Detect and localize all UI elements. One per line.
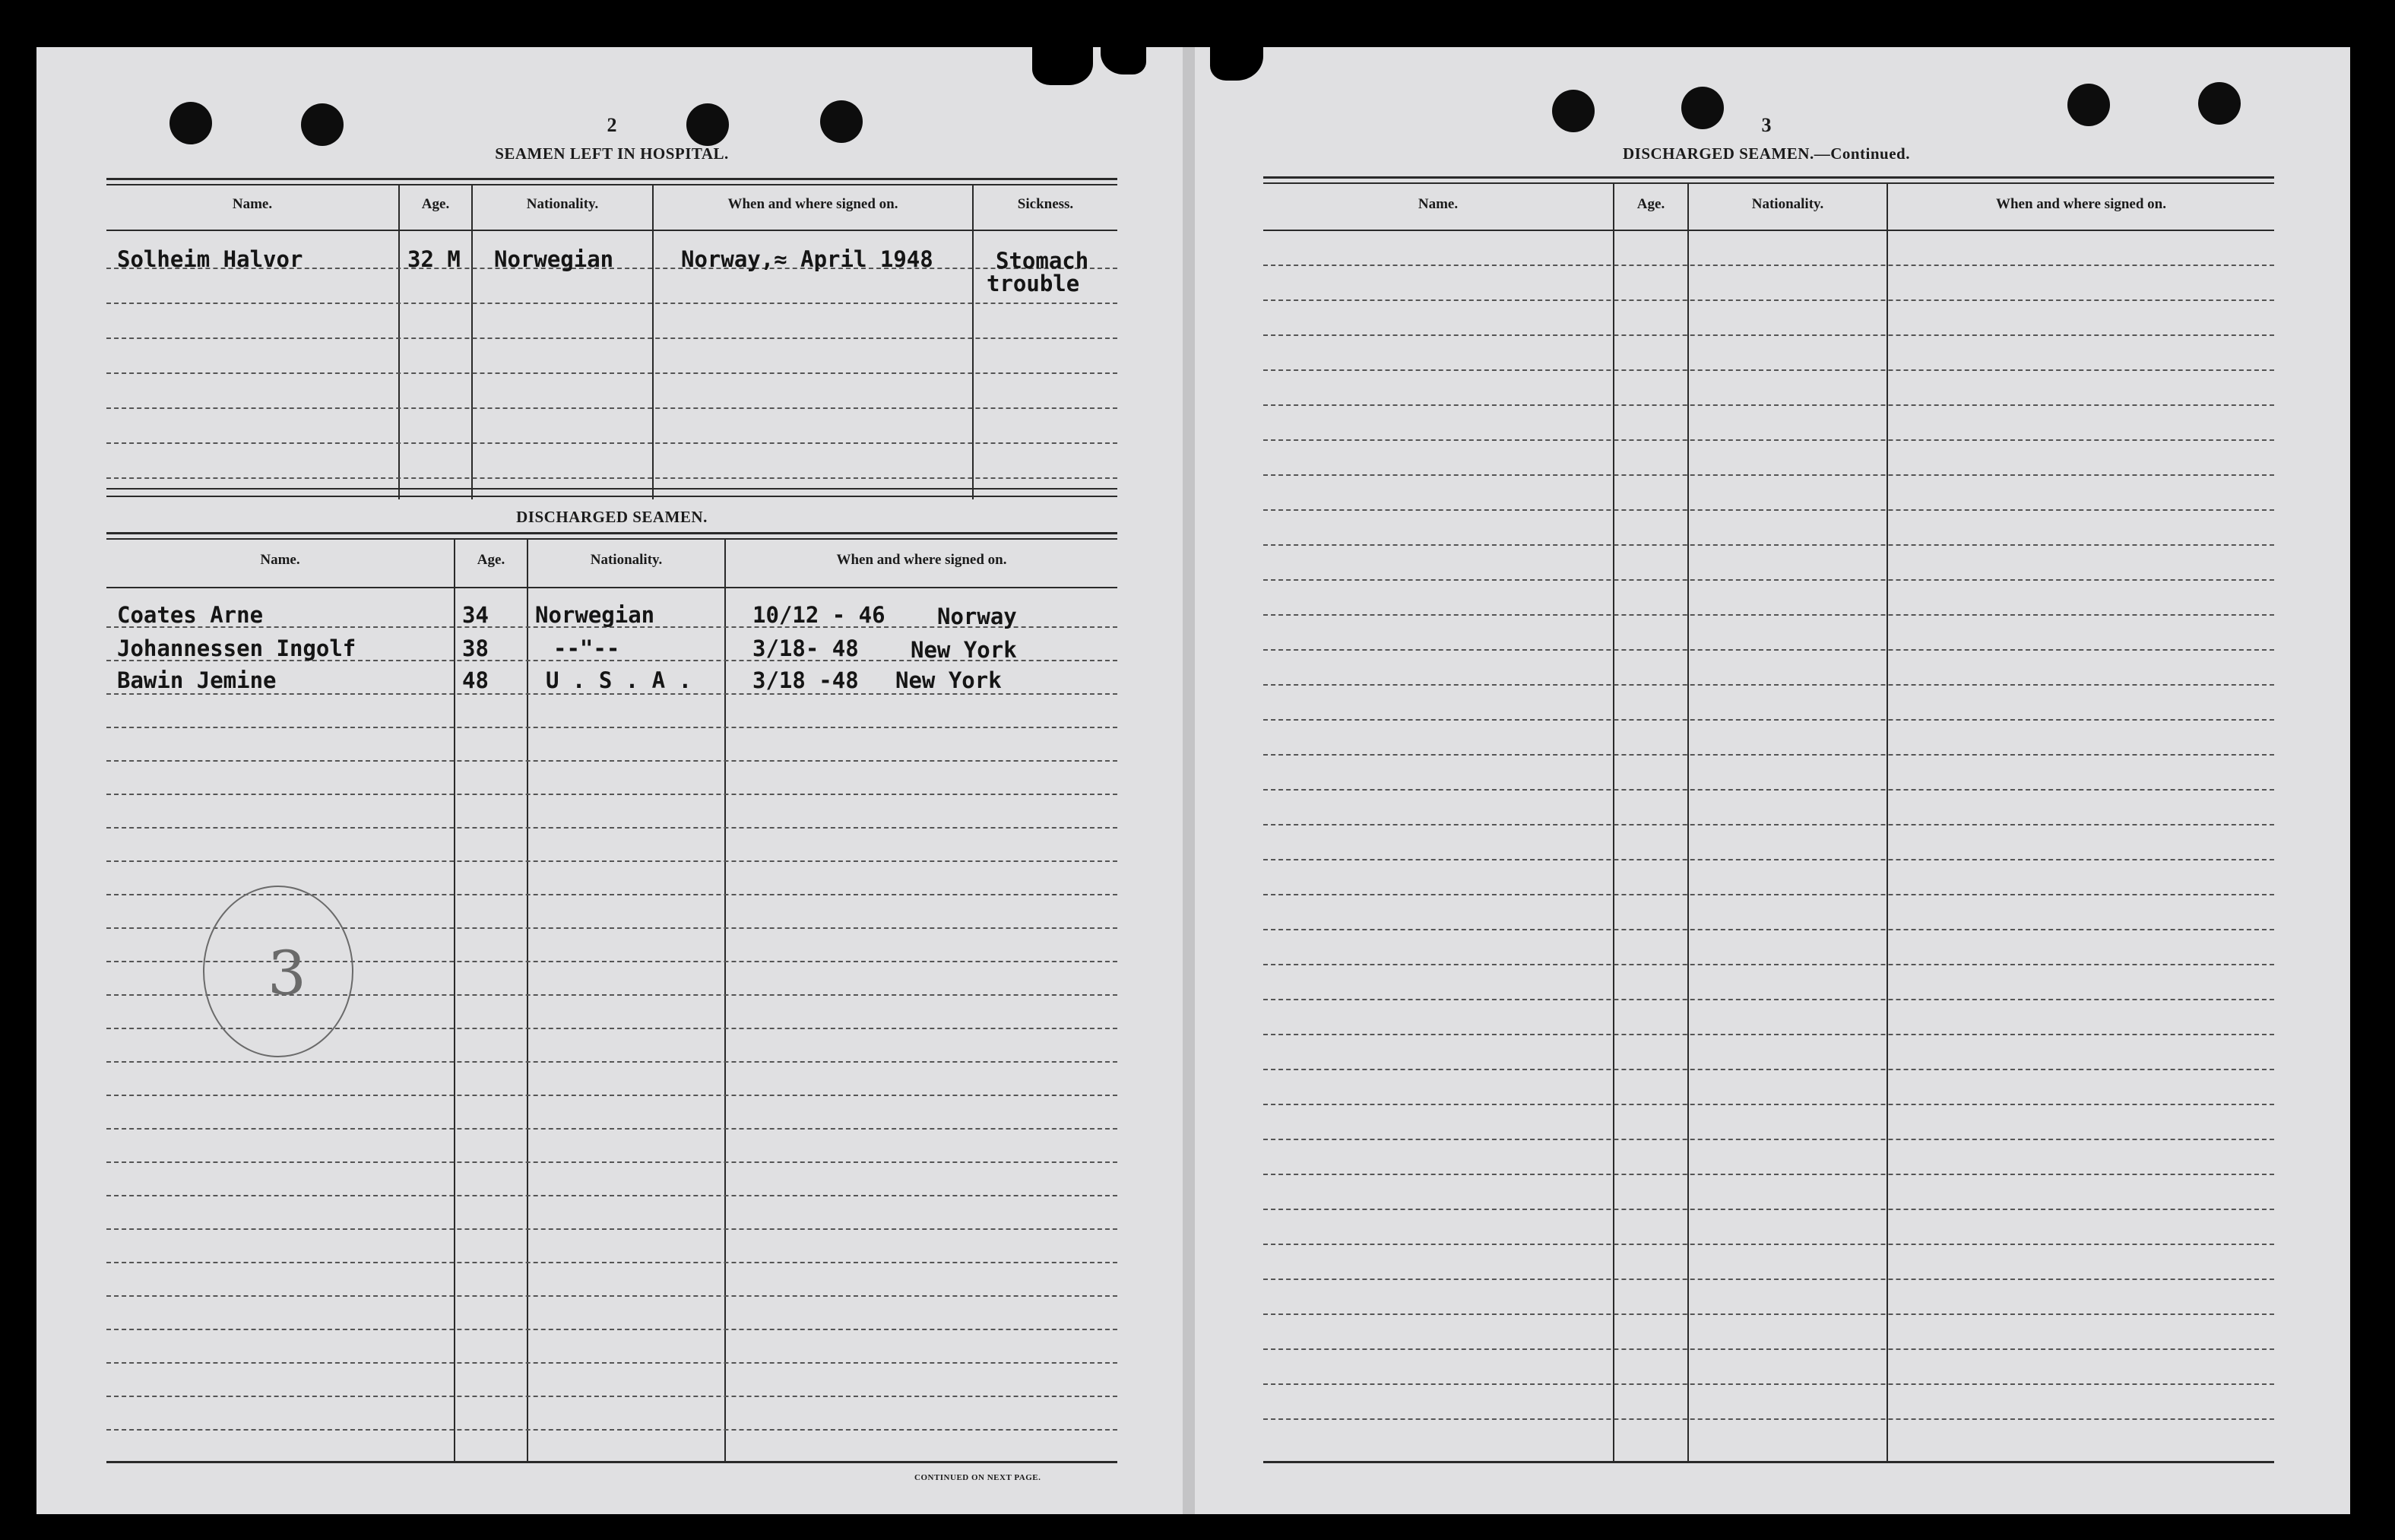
discharged-section-title: DISCHARGED SEAMEN.: [516, 508, 708, 526]
seaman-nationality: --"--: [553, 635, 620, 661]
seaman-age: 38: [462, 635, 489, 661]
torn-edge: [1032, 47, 1093, 85]
page-number: 2: [607, 114, 617, 136]
right-page: [1195, 47, 2350, 1514]
circled-mark-number: 3: [268, 938, 306, 1009]
punch-hole: [301, 103, 344, 146]
hospital-section-title: SEAMEN LEFT IN HOSPITAL.: [495, 144, 729, 163]
seaman-name: Johannessen Ingolf: [117, 635, 356, 661]
seaman-age: 48: [462, 667, 489, 693]
seaman-nationality: U . S . A .: [546, 667, 692, 693]
signed-on-date: 3/18- 48: [752, 635, 859, 661]
column-header-sickness: Sickness.: [1017, 196, 1074, 212]
continued-note: CONTINUED ON NEXT PAGE.: [914, 1473, 1041, 1482]
column-header-age: Age.: [1636, 196, 1665, 212]
punch-hole: [686, 103, 729, 146]
sickness: Stomach: [996, 248, 1089, 274]
punch-hole: [169, 102, 212, 144]
signed-on-place: Norway: [937, 604, 1017, 629]
punch-hole: [1552, 90, 1595, 132]
seaman-name: Solheim Halvor: [117, 246, 303, 272]
seaman-nationality: Norwegian: [535, 602, 655, 628]
discharged-continued-title: DISCHARGED SEAMEN.—Continued.: [1623, 144, 1910, 163]
column-header-signed-on: When and where signed on.: [836, 552, 1007, 568]
signed-on-place: New York: [895, 667, 1002, 693]
seaman-name: Coates Arne: [117, 602, 264, 628]
punch-hole: [2067, 84, 2110, 126]
signed-on-place: New York: [911, 637, 1017, 663]
signed-on-date: 3/18 -48: [752, 667, 859, 693]
circled-page-mark: [195, 880, 362, 1063]
punch-hole: [2198, 82, 2241, 125]
torn-edge: [1101, 47, 1146, 74]
column-header-nationality: Nationality.: [590, 552, 663, 568]
punch-hole: [1681, 87, 1724, 129]
column-header-age: Age.: [421, 196, 450, 212]
page-number: 3: [1761, 114, 1772, 136]
seaman-age: 34: [462, 602, 489, 628]
torn-edge: [1210, 47, 1263, 81]
column-header-name: Name.: [232, 196, 273, 212]
column-header-signed-on: When and where signed on.: [1995, 196, 2166, 212]
seaman-nationality: Norwegian: [494, 246, 614, 272]
column-header-nationality: Nationality.: [526, 196, 599, 212]
column-header-age: Age.: [477, 552, 505, 568]
seaman-name: Bawin Jemine: [117, 667, 277, 693]
sickness-continued: trouble: [987, 271, 1080, 296]
column-header-signed-on: When and where signed on.: [727, 196, 898, 212]
column-header-name: Name.: [260, 552, 300, 568]
punch-hole: [820, 100, 863, 143]
seaman-age: 32 M: [407, 246, 461, 272]
column-header-nationality: Nationality.: [1751, 196, 1824, 212]
signed-on: Norway,≈ April 1948: [681, 246, 933, 272]
left-page: [36, 47, 1186, 1514]
column-header-name: Name.: [1418, 196, 1459, 212]
signed-on-date: 10/12 - 46: [752, 602, 885, 628]
